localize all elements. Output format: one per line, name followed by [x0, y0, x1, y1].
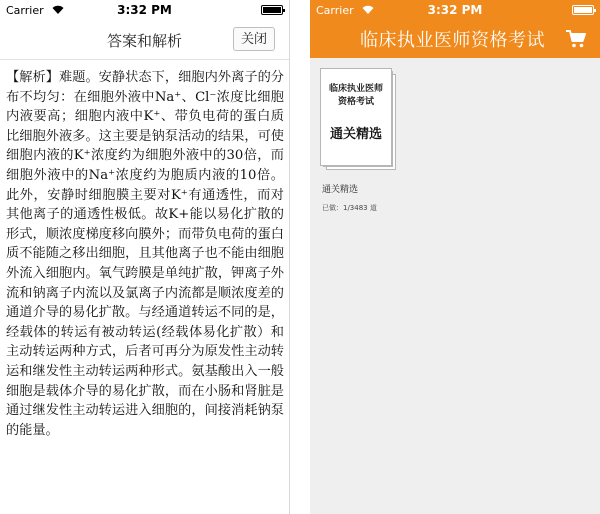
- analysis-text: 【解析】难题。安静状态下，细胞内外离子的分布不均匀：在细胞外液中Na⁺、Cl⁻浓度比细胞内液要高；细胞内液中K⁺、带负电荷的蛋白质比细胞外液多。这主要是钠泵活动的结果，可使细胞内液的K⁺浓度约为细胞外液中的30倍，而细胞外液中的Na⁺浓度约为胞质内液的10倍。此外，安静时细胞膜主要对K⁺有通透性，而对其他离子的通透性极低。故K+能以易化扩散的形式，顺浓度梯度移向膜外；而带负电荷的蛋白质不能随之移出细胞，且其他离子也不能由细胞外流入细胞内。氧气跨膜是单纯扩散，钾离子外流和钠离子内流以及氯离子内流都是顺浓度差的通道介导的易化扩散。与经通道转运不同的是，经载体的转运有被动转运(经载体易化扩散）和主动转运两种方式，后者可再分为原发性主动转运和继发性主动转运两种形式。氨基酸出入一般细胞是载体介导的易化扩散，而在小肠和肾脏是通过继发性主动转运进入细胞的，间接消耗钠泵的能量。: [6, 70, 284, 438]
- status-time: 3:32 PM: [117, 3, 172, 17]
- carrier-label: Carrier: [6, 4, 44, 17]
- book-cover-subtitle: 通关精选: [329, 127, 382, 142]
- battery-icon: [261, 5, 283, 15]
- nav-bar: [310, 20, 600, 58]
- book-cover[interactable]: [320, 68, 398, 172]
- book-name[interactable]: 通关精选: [322, 185, 359, 195]
- book-cover-front: [320, 68, 392, 166]
- app-title: 临床执业医师资格考试: [360, 30, 545, 51]
- battery-icon: [572, 5, 594, 15]
- status-time: 3:32 PM: [427, 3, 483, 17]
- status-bar: [0, 0, 289, 20]
- close-button[interactable]: 关闭: [233, 27, 275, 51]
- book-cover-title: 临床执业医师资格考试: [329, 84, 384, 107]
- status-bar: [310, 0, 600, 20]
- carrier-label: Carrier: [316, 4, 354, 17]
- cart-icon[interactable]: [566, 30, 586, 48]
- exam-bookshelf-screen: [310, 0, 600, 514]
- nav-bar: [0, 20, 289, 60]
- screen-divider: [290, 0, 310, 514]
- answer-analysis-screen: [0, 0, 290, 514]
- book-progress: 已做：1/3483 道: [322, 204, 377, 212]
- page-title: 答案和解析: [106, 32, 182, 50]
